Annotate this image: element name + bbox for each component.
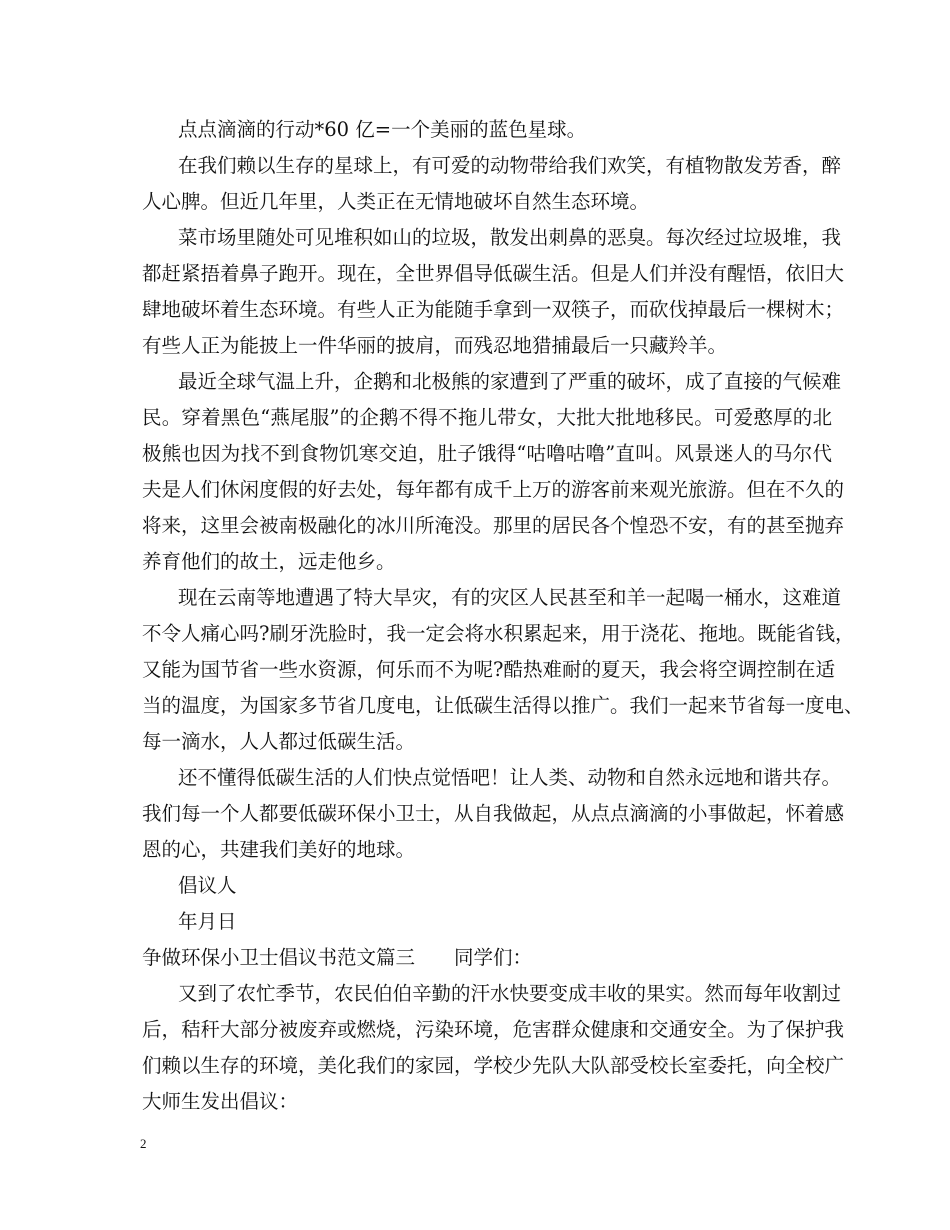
page-number: 2 [140, 1136, 147, 1151]
paragraph-line: 后，秸秆大部分被废弃或燃烧，污染环境，危害群众健康和交通安全。为了保护我 [142, 1018, 845, 1041]
paragraph-line: 有些人正为能披上一件华丽的披肩，而残忍地猎捕最后一只藏羚羊。 [142, 334, 728, 357]
paragraph-line: 菜市场里随处可见堆积如山的垃圾，散发出刺鼻的恶臭。每次经过垃圾堆，我 [178, 226, 842, 249]
paragraph-line: 又到了农忙季节，农民伯伯辛勤的汗水快要变成丰收的果实。然而每年收割过 [178, 982, 842, 1005]
paragraph-line: 肆地破坏着生态环境。有些人正为能随手拿到一双筷子，而砍伐掉最后一棵树木； [142, 298, 845, 321]
paragraph-line: 人心脾。但近几年里，人类正在无情地破坏自然生态环境。 [142, 190, 650, 213]
paragraph-line: 恩的心，共建我们美好的地球。 [142, 838, 416, 861]
paragraph-line: 夫是人们休闲度假的好去处，每年都有成千上万的游客前来观光旅游。但在不久的 [142, 478, 845, 501]
paragraph-line: 将来，这里会被南极融化的冰川所淹没。那里的居民各个惶恐不安，有的甚至抛弃 [142, 514, 845, 537]
paragraph-line: 最近全球气温上升，企鹅和北极熊的家遭到了严重的破坏，成了直接的气候难 [178, 370, 842, 393]
paragraph-line: 们赖以生存的环境，美化我们的家园，学校少先队大队部受校长室委托，向全校广 [142, 1054, 845, 1077]
paragraph-line: 每一滴水，人人都过低碳生活。 [142, 730, 416, 753]
paragraph-line: 极熊也因为找不到食物饥寒交迫，肚子饿得“咕噜咕噜”直叫。风景迷人的马尔代 [142, 442, 832, 465]
paragraph-line: 点点滴滴的行动*60 亿=一个美丽的蓝色星球。 [178, 118, 587, 141]
section-heading: 争做环保小卫士倡议书范文篇三 同学们： [142, 946, 533, 969]
paragraph-line: 还不懂得低碳生活的人们快点觉悟吧！让人类、动物和自然永远地和谐共存。 [178, 766, 842, 789]
date-label: 年月日 [178, 910, 237, 933]
paragraph-line: 在我们赖以生存的星球上，有可爱的动物带给我们欢笑，有植物散发芳香，醉 [178, 154, 842, 177]
paragraph-line: 又能为国节省一些水资源，何乐而不为呢?酷热难耐的夏天，我会将空调控制在适 [142, 658, 835, 681]
signature-label: 倡议人 [178, 874, 237, 897]
paragraph-line: 当的温度，为国家多节省几度电，让低碳生活得以推广。我们一起来节省每一度电、 [142, 694, 864, 717]
paragraph-line: 我们每一个人都要低碳环保小卫士，从自我做起，从点点滴滴的小事做起，怀着感 [142, 802, 845, 825]
paragraph-line: 民。穿着黑色“燕尾服”的企鹅不得不拖儿带女，大批大批地移民。可爱憨厚的北 [142, 406, 832, 429]
paragraph-line: 都赶紧捂着鼻子跑开。现在，全世界倡导低碳生活。但是人们并没有醒悟，依旧大 [142, 262, 845, 285]
paragraph-line: 现在云南等地遭遇了特大旱灾，有的灾区人民甚至和羊一起喝一桶水，这难道 [178, 586, 842, 609]
paragraph-line: 不令人痛心吗?刷牙洗脸时，我一定会将水积累起来，用于浇花、拖地。既能省钱， [142, 622, 855, 645]
paragraph-line: 养育他们的故土，远走他乡。 [142, 550, 396, 573]
paragraph-line: 大师生发出倡议： [142, 1090, 299, 1113]
